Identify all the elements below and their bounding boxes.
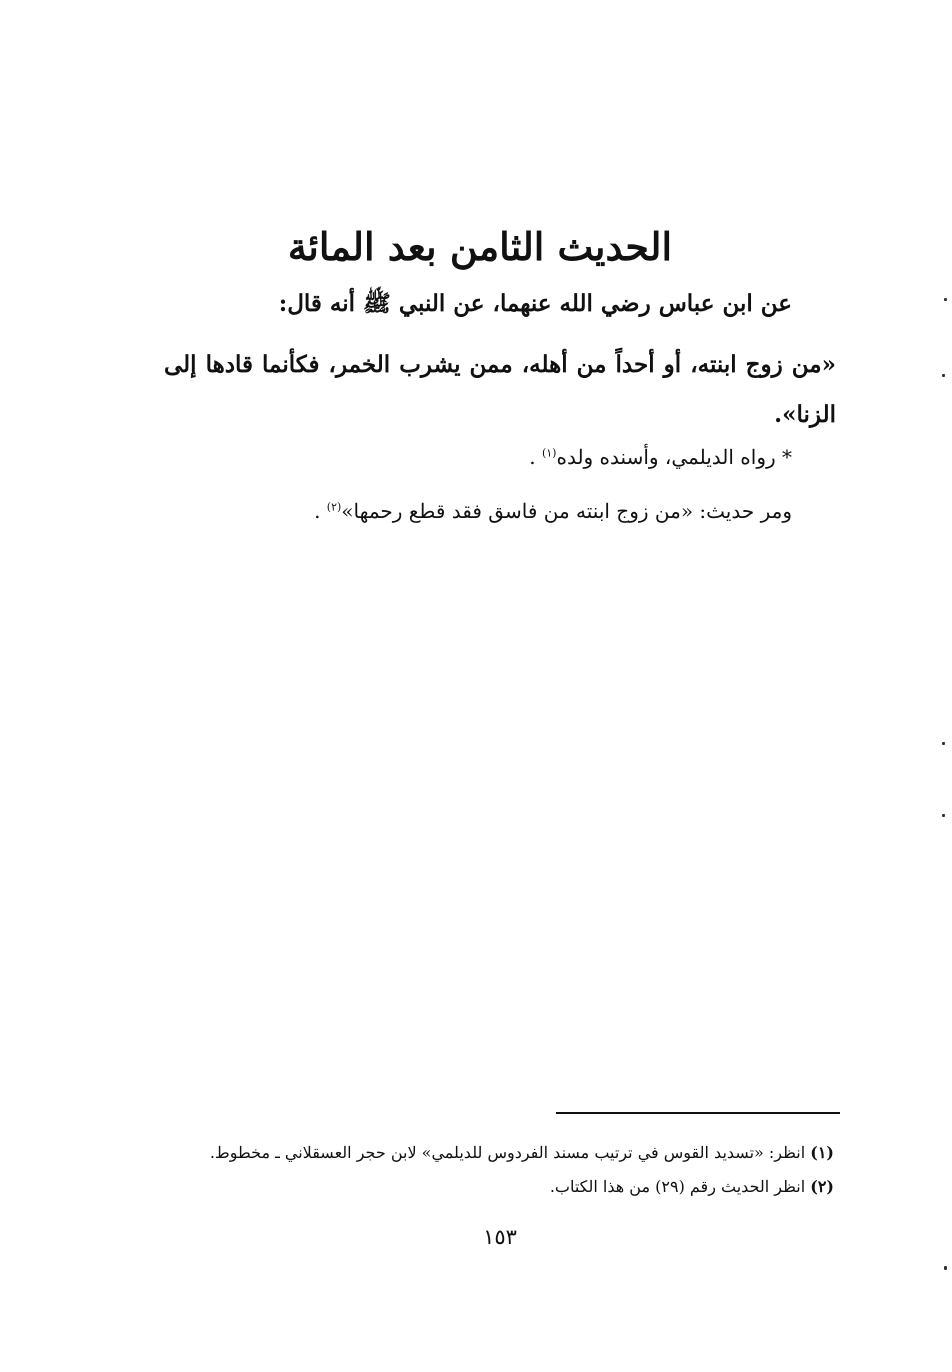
related-hadith-note [152,494,792,528]
related-end: . [314,499,321,523]
footnote-2 [134,1170,834,1204]
hadith-intro: عن ابن عباس رضي الله عنهما، عن النبي ﷺ أنه قال: [278,290,792,317]
footnote-text: انظر: «تسديد القوس في ترتيب مسند الفردوس للديلمي» لابن حجر العسقلاني ـ مخطوط. [209,1143,806,1162]
related-text: ومر حديث: «من زوج ابنته من فاسق فقد قطع رحمها» [341,499,792,523]
footnotes [134,1136,834,1204]
scan-speck [942,374,945,377]
narration-note [152,440,792,474]
hadith-text: «من زوج ابنته، أو أحداً من أهله، ممن يشرب الخمر، فكأنما قادها إلى الزنا». [164,351,836,428]
asterisk-marker: * [782,445,792,469]
narration-end: . [529,445,536,469]
chapter-title: الحديث الثامن بعد المائة [287,224,673,269]
footnote-divider [556,1112,840,1114]
footnote-1 [134,1136,834,1170]
narration-text: رواه الديلمي، وأسنده ولده [556,445,776,469]
footnote-text: انظر الحديث رقم (٢٩) من هذا الكتاب. [549,1177,806,1196]
scan-speck [944,1266,947,1270]
scan-speck [942,742,945,745]
scan-speck [942,814,945,817]
footnote-ref-2[interactable]: (٢) [326,500,342,514]
footnote-number: (٢) [810,1177,834,1196]
page-number: ١٥٣ [483,1225,517,1249]
footnote-number: (١) [810,1143,834,1162]
footnote-ref-1[interactable]: (١) [541,446,557,460]
scan-speck [944,298,947,301]
